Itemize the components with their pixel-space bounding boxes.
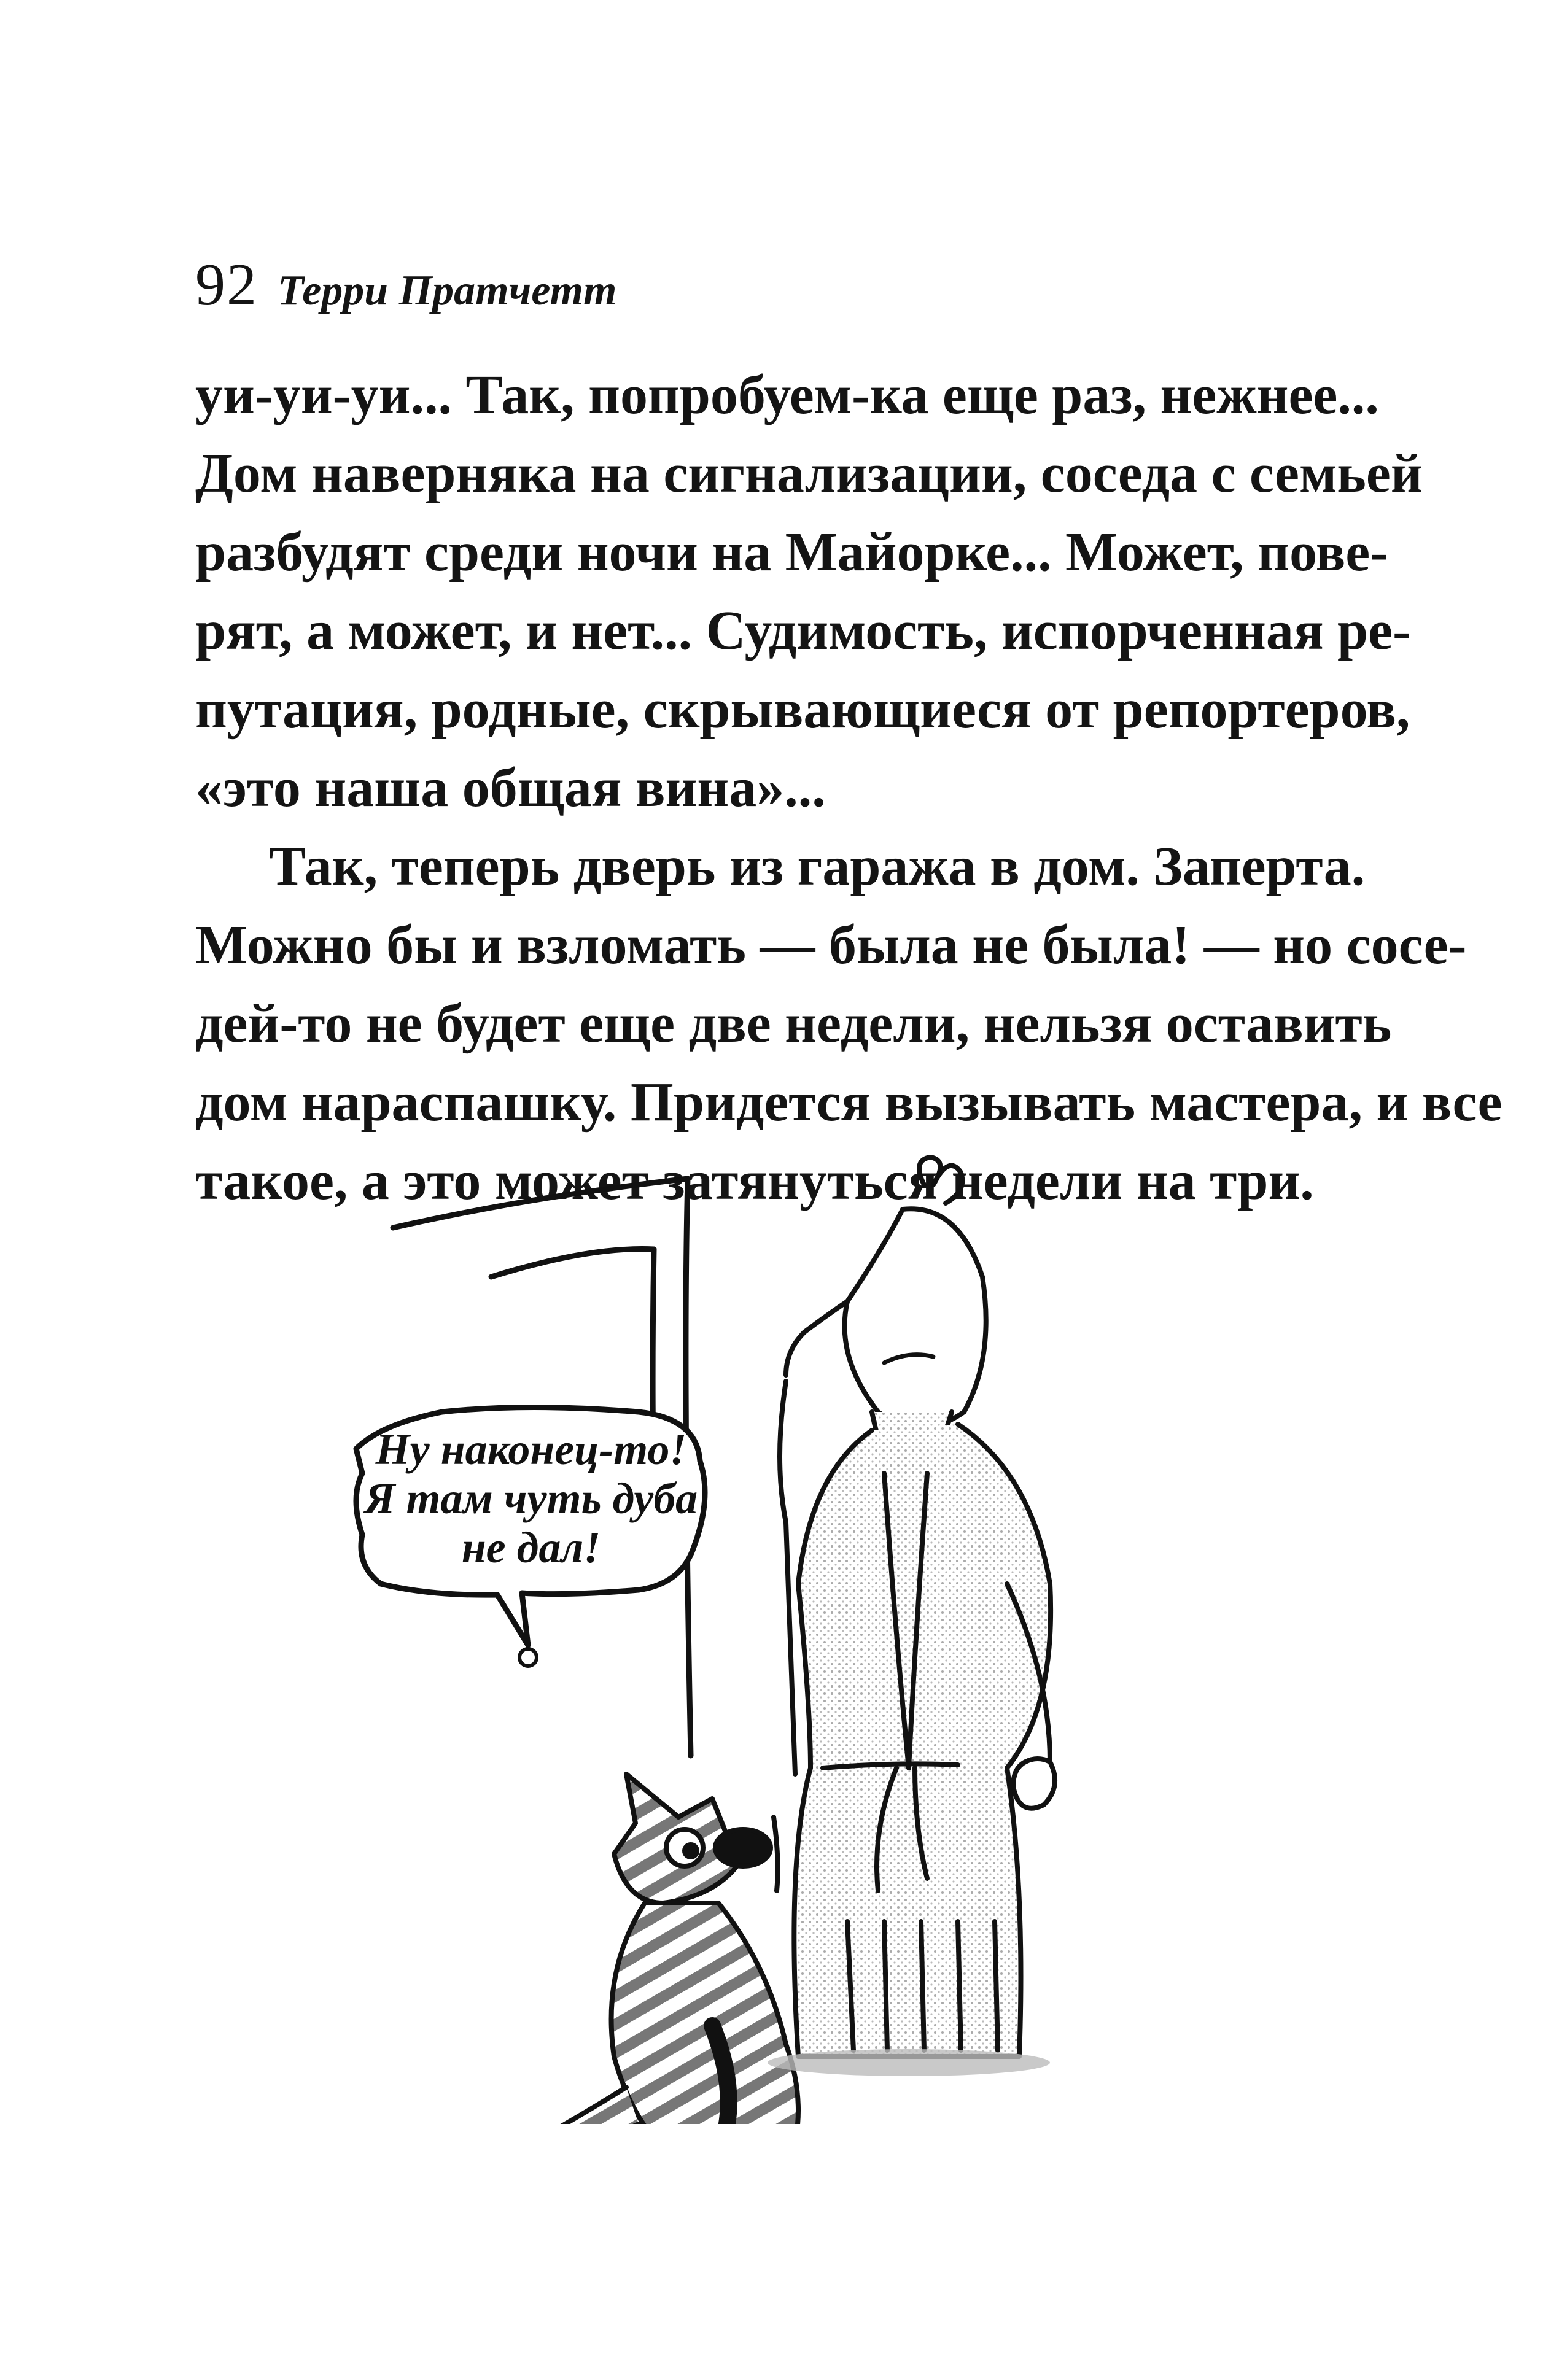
striped-cat xyxy=(443,1774,810,2124)
text-line: путация, родные, скрывающиеся от репортеров, xyxy=(195,679,1410,740)
text-line: дей-то не будет еще две недели, нельзя оставить xyxy=(195,993,1392,1054)
text-line: разбудят среди ночи на Майорке... Может, пове- xyxy=(195,522,1389,583)
speech-bubble-line-1: Ну наконец-то! xyxy=(375,1425,687,1474)
text-line: Дом наверняка на сигнализации, соседа с семьей xyxy=(195,443,1423,504)
body-text xyxy=(195,356,1502,1220)
text-line: уи-уи-уи... Так, попробуем-ка еще раз, нежнее... xyxy=(195,365,1379,425)
speech-bubble xyxy=(356,1408,705,1667)
text-line: Так, теперь дверь из гаража в дом. Заперта. xyxy=(269,836,1366,897)
speech-bubble-line-2: Я там чуть дуба xyxy=(364,1474,698,1523)
page-number: 92 xyxy=(195,252,258,318)
man-in-robe xyxy=(774,1157,1055,2056)
text-line: рят, а может, и нет... Судимость, испорченная ре- xyxy=(195,600,1411,661)
running-title: Терри Пратчетт xyxy=(278,267,617,314)
speech-bubble-line-3: не дал! xyxy=(461,1523,601,1572)
page-header xyxy=(195,250,616,318)
cartoon-illustration xyxy=(344,1154,1105,2124)
text-line: «это наша общая вина»... xyxy=(195,758,826,818)
text-line: такое, а это может затянуться недели на три. xyxy=(195,1150,1314,1211)
text-line: Можно бы и взломать — была не была! — но сосе- xyxy=(195,915,1467,975)
text-line: дом нараспашку. Придется вызывать мастера, и все xyxy=(195,1072,1502,1133)
